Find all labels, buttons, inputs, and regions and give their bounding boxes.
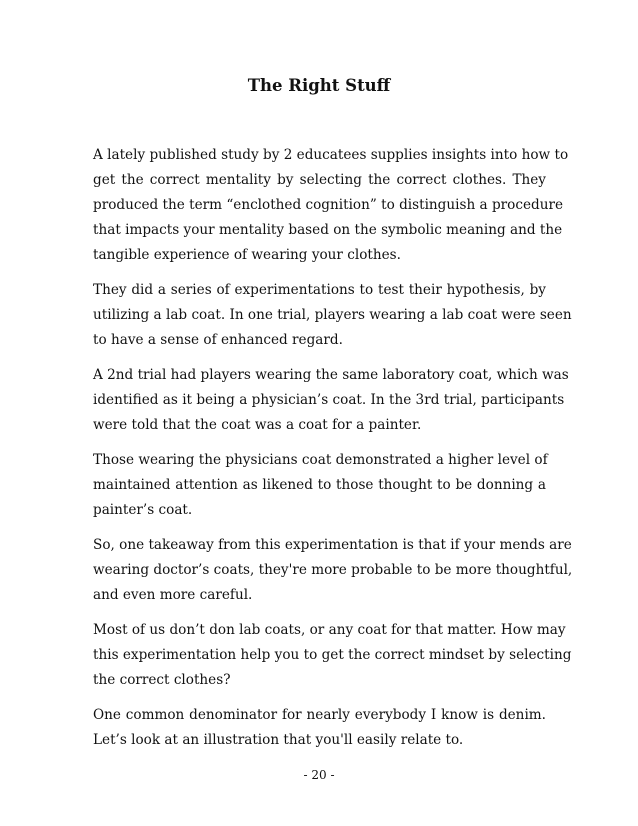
page-number: - 20 - xyxy=(303,768,335,782)
text-line: wearing doctor’s coats, they're more probable to be more thoughtful, xyxy=(93,562,573,578)
text-line: utilizing a lab coat. In one trial, players wearing a lab coat were seen xyxy=(93,307,572,323)
paragraph-2 xyxy=(93,278,572,353)
paragraph-1 xyxy=(93,143,569,268)
text-line: A lately published study by 2 educatees supplies insights into how to xyxy=(93,147,569,163)
text-line: A 2nd trial had players wearing the same laboratory coat, which was xyxy=(93,367,569,383)
text-line: were told that the coat was a coat for a painter. xyxy=(93,417,422,433)
text-line: get the correct mentality by selecting the correct clothes. They xyxy=(93,172,546,188)
text-line: the correct clothes? xyxy=(93,672,231,688)
paragraph-3 xyxy=(93,363,569,438)
paragraph-5 xyxy=(93,533,573,608)
text-line: produced the term “enclothed cognition” to distinguish a procedure xyxy=(93,197,564,213)
text-line: identified as it being a physician’s coat. In the 3rd trial, participants xyxy=(93,392,565,408)
text-line: Those wearing the physicians coat demonstrated a higher level of xyxy=(93,452,548,468)
page-title: The Right Stuff xyxy=(247,76,391,95)
text-line: One common denominator for nearly everybody I know is denim. xyxy=(93,707,546,723)
text-line: painter’s coat. xyxy=(93,502,193,518)
text-line: that impacts your mentality based on the symbolic meaning and the xyxy=(93,222,563,238)
paragraph-7 xyxy=(93,703,546,753)
text-line: maintained attention as likened to those thought to be donning a xyxy=(93,477,546,493)
text-line: this experimentation help you to get the correct mindset by selecting xyxy=(93,647,572,663)
text-line: Most of us don’t don lab coats, or any coat for that matter. How may xyxy=(93,622,566,638)
text-line: They did a series of experimentations to test their hypothesis, by xyxy=(93,282,546,298)
text-line: and even more careful. xyxy=(93,587,253,603)
text-line: So, one takeaway from this experimentation is that if your mends are xyxy=(93,537,572,553)
paragraph-6 xyxy=(93,618,572,693)
body-text xyxy=(93,143,573,763)
text-line: to have a sense of enhanced regard. xyxy=(93,332,343,348)
paragraph-4 xyxy=(93,448,546,523)
text-line: tangible experience of wearing your clothes. xyxy=(93,247,401,263)
text-line: Let’s look at an illustration that you'll easily relate to. xyxy=(93,732,464,748)
